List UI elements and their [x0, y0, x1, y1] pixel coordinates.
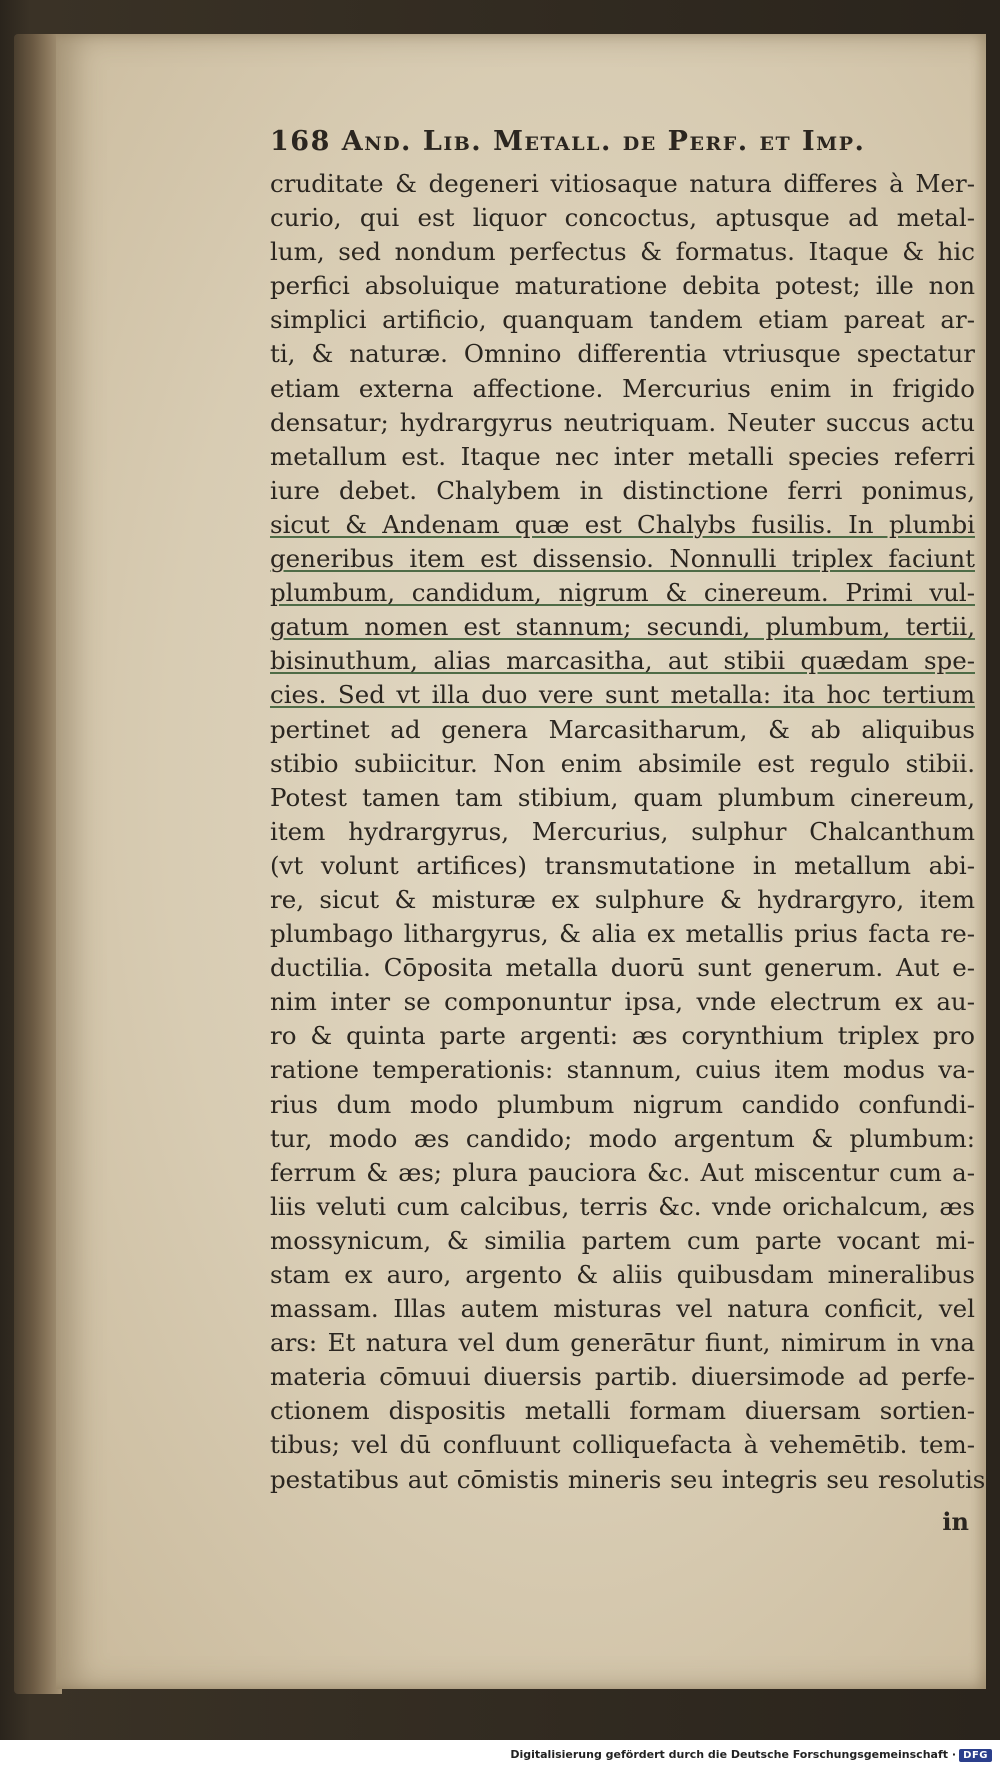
- text-line: plumbum, candidum, nigrum & cinereum. Primi vul-: [270, 578, 975, 608]
- text-line: stam ex auro, argento & aliis quibusdam mineralibus: [270, 1260, 975, 1289]
- text-line: metallum est. Itaque nec inter metalli species referri: [270, 441, 975, 471]
- text-line: cruditate & degeneri vitiosaque natura differes à Mer-: [270, 169, 975, 198]
- text-line: rius dum modo plumbum nigrum candido confundi-: [270, 1089, 975, 1119]
- text-line: cies. Sed vt illa duo vere sunt metalla: ita hoc tertium: [270, 680, 975, 710]
- text-line: ti, & naturæ. Omnino differentia vtriusque spectatur: [270, 339, 975, 369]
- text-line: Potest tamen tam stibium, quam plumbum cinereum,: [270, 782, 975, 812]
- text-line: nim inter se componuntur ipsa, vnde electrum ex au-: [270, 987, 975, 1017]
- dfg-logo: DFG: [959, 1749, 992, 1762]
- text-line: materia cōmuui diuersis partib. diuersimode ad perfe-: [270, 1362, 975, 1392]
- running-head: 168 And. Lib. Metall. de Perf. et Imp.: [270, 126, 866, 157]
- text-line: pestatibus aut cōmistis mineris seu integris seu resolutis: [270, 1464, 986, 1494]
- text-line: stibio subiicitur. Non enim absimile est regulo stibii.: [270, 748, 975, 778]
- text-line: (vt volunt artifices) transmutatione in metallum abi-: [270, 850, 975, 880]
- catchword: in: [942, 1506, 969, 1536]
- book-edge: [14, 34, 62, 1694]
- text-line: simplici artificio, quanquam tandem etiam pareat ar-: [270, 305, 975, 335]
- text-line: ductilia. Cōposita metalla duorū sunt generum. Aut e-: [270, 953, 975, 983]
- text-line: sicut & Andenam quæ est Chalybs fusilis. In plumbi: [270, 509, 975, 539]
- text-line: lum, sed nondum perfectus & formatus. Itaque & hic: [270, 237, 975, 267]
- text-line: liis veluti cum calcibus, terris &c. vnde orichalcum, æs: [270, 1191, 975, 1221]
- text-line: curio, qui est liquor concoctus, aptusque ad metal-: [270, 203, 975, 233]
- book-page: [56, 34, 986, 1689]
- text-line: tur, modo æs candido; modo argentum & plumbum:: [270, 1123, 975, 1153]
- text-line: ratione temperationis: stannum, cuius item modus va-: [270, 1055, 975, 1085]
- text-line: etiam externa affectione. Mercurius enim in frigido: [270, 373, 975, 403]
- text-line: massam. Illas autem misturas vel natura conficit, vel: [270, 1294, 975, 1324]
- text-line: gatum nomen est stannum; secundi, plumbum, tertii,: [270, 612, 975, 642]
- text-line: re, sicut & misturæ ex sulphure & hydrargyro, item: [270, 884, 975, 914]
- footer-bar: [0, 1740, 1000, 1767]
- text-line: ars: Et natura vel dum generātur fiunt, nimirum in vna: [270, 1328, 975, 1358]
- text-line: mossynicum, & similia partem cum parte vocant mi-: [270, 1225, 975, 1255]
- text-line: bisinuthum, alias marcasitha, aut stibii quædam spe-: [270, 646, 975, 676]
- text-line: generibus item est dissensio. Nonnulli triplex faciunt: [270, 544, 975, 574]
- page-text-block: [270, 86, 986, 1536]
- text-line: ctionem dispositis metalli formam diuersam sortien-: [270, 1396, 975, 1426]
- text-line: pertinet ad genera Marcasitharum, & ab aliquibus: [270, 714, 975, 744]
- text-line: iure debet. Chalybem in distinctione ferri ponimus,: [270, 475, 975, 505]
- text-line: ro & quinta parte argenti: æs corynthium triplex pro: [270, 1021, 975, 1051]
- text-line: item hydrargyrus, Mercurius, sulphur Chalcanthum: [270, 816, 975, 846]
- text-line: perfici absoluique maturatione debita potest; ille non: [270, 271, 975, 301]
- text-line: plumbago lithargyrus, & alia ex metallis prius facta re-: [270, 919, 975, 949]
- text-line: ferrum & æs; plura pauciora &c. Aut miscentur cum a-: [270, 1157, 975, 1187]
- body-text: [270, 167, 986, 1497]
- text-line: tibus; vel dū confluunt colliquefacta à vehemētib. tem-: [270, 1430, 975, 1460]
- footer-credit: Digitalisierung gefördert durch die Deutsche Forschungsgemeinschaft ·: [510, 1748, 956, 1761]
- text-line: densatur; hydrargyrus neutriquam. Neuter succus actu: [270, 407, 975, 437]
